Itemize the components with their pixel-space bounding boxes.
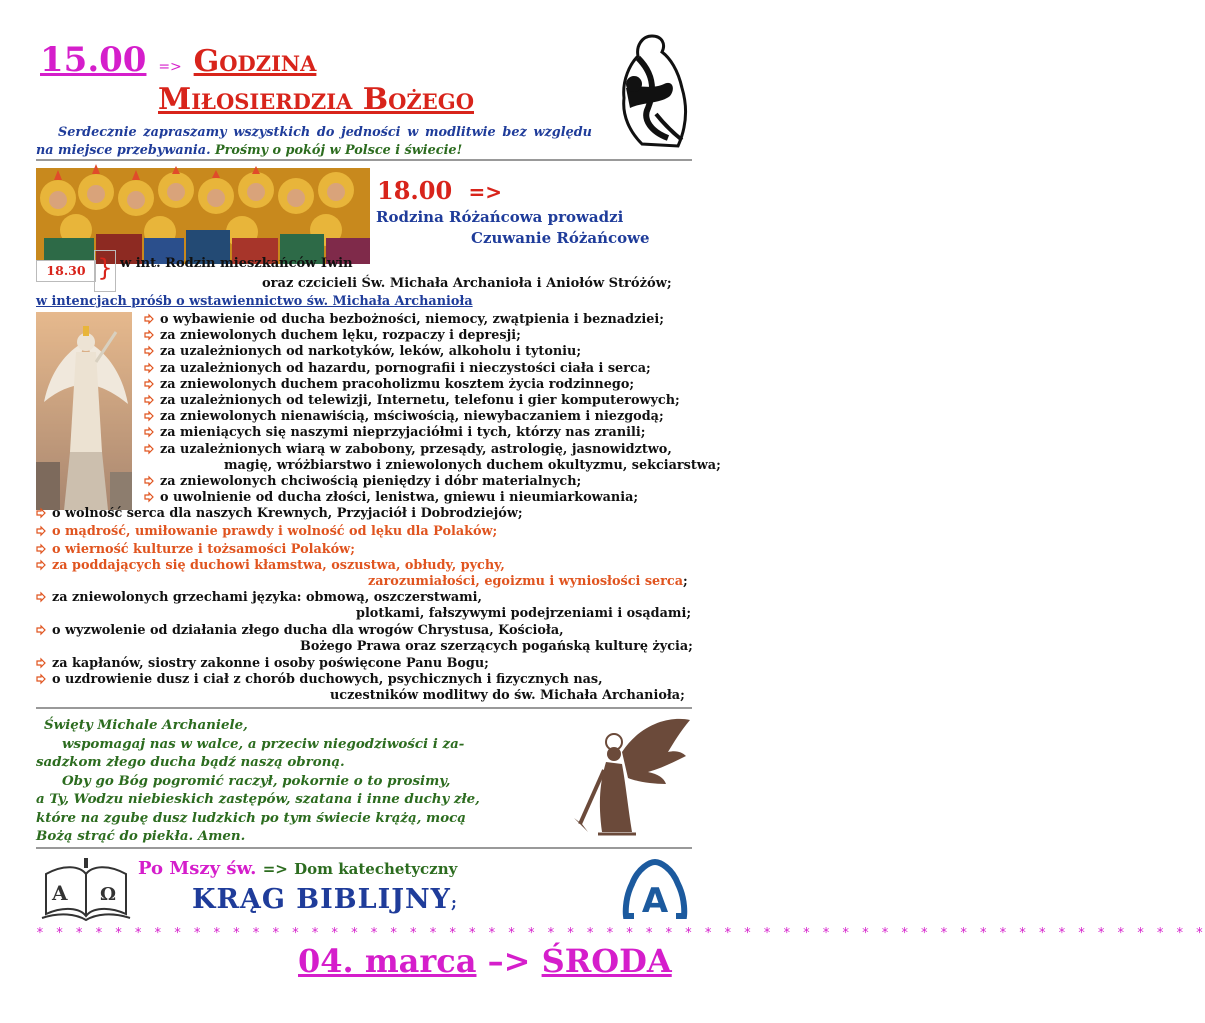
arrow-bullet-icon [144,476,154,486]
list-item-tongue [36,590,482,606]
arrow-bullet-icon [144,363,154,373]
rosary-arrow: => [468,180,503,204]
prayer [36,716,556,846]
list-item-text: za zniewolonych duchem lęku, rozpaczy i depresji; [160,328,521,344]
bible-semicolon: ; [450,893,458,912]
rosary-time-line [377,176,502,205]
list-item-orange-3-cont [368,574,688,590]
bible-line-1 [138,858,457,879]
list-item [144,361,704,377]
alpha-omega-icon [622,856,688,922]
arrow-bullet-icon [36,526,46,536]
list-item-healing-text: o uzdrowienie dusz i ciał z chorób duchowych, psychicznych i fizycznych nas, [52,672,603,687]
prayer-line-1: Święty Michale Archaniele, [44,717,248,733]
arrow-bullet-icon [36,560,46,570]
orange-continuation: zarozumiałości, egoizmu i wyniosłości serca [368,574,683,589]
footer-day: ŚRODA [541,942,672,980]
orange-semicolon: ; [683,574,688,589]
mass-time-box [36,260,96,282]
divider-lower [36,847,692,849]
list-item-text: za zniewolonych nienawiścią, mściwością, niewybaczaniem i niezgodą; [160,409,664,425]
arrow-bullet-icon [36,625,46,635]
pentecost-icon-image [36,168,370,264]
list-item-priests-text: za kapłanów, siostry zakonne i osoby poświęcone Panu Bogu; [52,656,489,671]
arrow-bullet-icon [144,346,154,356]
time-1500: 15.00 [40,40,147,80]
list-item-enemies-cont: Bożego Prawa oraz szerzących pogańską kulturę życia; [300,639,693,654]
invite-text: Serdecznie zapraszamy wszystkich do jedności w modlitwie bez względu na miejsce przebywania. [36,125,592,158]
arrow-bullet-icon [36,592,46,602]
svg-text:A: A [52,881,68,905]
list-item-orange-3-text: za poddających się duchowi kłamstwa, oszustwa, obłudy, pychy, [52,558,505,573]
header-time [40,40,316,80]
arrow-bullet-icon [144,395,154,405]
list-item-text: za zniewolonych chciwością pieniędzy i dóbr materialnych; [160,473,582,489]
list-item-enemies [36,623,564,639]
arrow-bullet-icon [144,427,154,437]
list-item [144,328,704,344]
dotted-separator: * * * * * * * * * * * * * * * * * * * * * * * * * * * * * * * * * * * * * * * * * * * * * * * * * * * * * * * * * * * * [36,926,1205,941]
invite-highlight: Prośmy o pokój w Polsce i świecie! [215,143,463,158]
intentions-heading: w intencjach próśb o wstawiennictwo św. Michała Archanioła [36,294,473,309]
intentions-indented-container [144,312,721,506]
title-line-2: Miłosierdzia Bożego [158,82,474,117]
list-item-text: za uzależnionych od telewizji, Internetu, telefonu i gier komputerowych; [160,392,680,408]
prayer-line-4: Oby go Bóg pogromić raczył, pokornie o to prosimy, [62,772,451,789]
list-item-tongue-text: za zniewolonych grzechami języka: obmową, oszczerstwami, [52,590,482,605]
list-item-healing-cont: uczestników modlitwy do św. Michała Archanioła; [330,688,685,703]
list-item-enemies-text: o wyzwolenie od działania złego ducha dla wrogów Chrystusa, Kościoła, [52,623,564,638]
bible-circle: KRĄG BIBLIJNY [192,884,451,915]
invite-paragraph [36,124,592,160]
footer-date: 04. marca [298,942,477,980]
arrow-bullet-icon [36,674,46,684]
rosary-line-2: Czuwanie Różańcowe [471,229,650,247]
arrow-1500: => [158,59,182,75]
alpha-letter: Α [641,881,669,921]
prayer-line-6: które na zgubę dusz ludzkich po tym świecie krążą, mocą [36,809,466,826]
list-item-healing [36,672,603,688]
list-item-text: za mieniących się naszymi nieprzyjaciółmi i tych, którzy nas zranili; [160,425,646,441]
list-item [144,393,704,409]
prayer-line-3: sadzkom złego ducha bądź naszą obroną. [36,754,345,770]
divider-top [36,159,692,161]
arrow-bullet-icon [144,492,154,502]
arrow-bullet-icon [144,444,154,454]
list-item-text: o uwolnienie od ducha złości, lenistwa, gniewu i nieumiarkowania; [160,490,639,506]
bible-place: Dom katechetyczny [294,860,458,878]
list-item [144,474,704,490]
arrow-bullet-icon [144,330,154,340]
arrow-bullet-icon [36,508,46,518]
prayer-line-5: a Ty, Wodzu niebieskich zastępów, szatana i inne duchy złe, [36,791,480,807]
mass-time: 18.30 [46,263,86,278]
bible-arrow: => [262,860,288,878]
list-item-text: za uzależnionych od narkotyków, leków, alkoholu i tytoniu; [160,344,582,360]
arrow-bullet-icon [36,544,46,554]
bible-circle-title [192,884,458,915]
list-item-family-text: o wolność serca dla naszych Krewnych, Przyjaciół i Dobrodziejów; [52,506,523,521]
open-book-icon [40,854,132,924]
rosary-time: 18.00 [377,176,453,205]
list-item-orange-1-text: o mądrość, umiłowanie prawdy i wolność od lęku dla Polaków; [52,524,498,539]
list-item-text: za zniewolonych duchem pracoholizmu kosztem życia rodzinnego; [160,376,635,392]
divider-middle [36,707,692,709]
list-item-text: za uzależnionych wiarą w zabobony, przesądy, astrologię, jasnowidztwo, [160,441,672,457]
footer-arrow: –> [487,942,531,980]
arrow-bullet-icon [144,379,154,389]
list-item [144,425,704,441]
prayer-line-2: wspomagaj nas w walce, a przeciw niegodziwości i za- [62,735,465,752]
mass-brace: } [94,250,116,292]
intentions-list-indented [144,312,721,506]
prayer-line-7: Bożą strąć do piekła. Amen. [36,828,246,844]
arrow-bullet-icon [144,411,154,421]
list-item-tongue-cont: plotkami, fałszywymi podejrzeniami i osądami; [356,606,692,621]
list-item-continuation: magię, wróżbiarstwo i zniewolonych duchem okultyzmu, sekciarstwa; [224,457,721,473]
rosary-line-1: Rodzina Różańcowa prowadzi [376,208,624,226]
mass-intention-2: oraz czcicieli Św. Michała Archanioła i Aniołów Stróżów; [262,276,672,291]
svg-text:Ω: Ω [100,884,117,905]
list-item-orange-1 [36,524,497,540]
footer-date-line [298,942,672,980]
list-item [144,344,704,360]
title-line-1: Godzina [193,44,317,79]
list-item [144,409,704,425]
list-item [144,312,704,328]
list-item-text: o wybawienie od ducha bezbożności, niemocy, zwątpienia i beznadziei; [160,312,664,327]
list-item-orange-3 [36,558,505,574]
pieta-image [612,28,692,150]
list-item-text: za uzależnionych od hazardu, pornografii i nieczystości ciała i serca; [160,360,651,376]
list-item-orange-2 [36,542,355,558]
archangel-statue-image [36,312,132,510]
mass-intention-1: w int. Rodzin mieszkańców Iwin [120,256,353,271]
after-mass: Po Mszy św. [138,858,257,879]
list-item [144,442,704,458]
list-item-priests [36,656,489,672]
list-item-orange-2-text: o wierność kulturze i tożsamości Polaków; [52,542,355,557]
arrow-bullet-icon [144,314,154,324]
angel-image [562,712,692,842]
list-item-family [36,506,523,522]
arrow-bullet-icon [36,658,46,668]
list-item [144,377,704,393]
list-item [144,490,704,506]
